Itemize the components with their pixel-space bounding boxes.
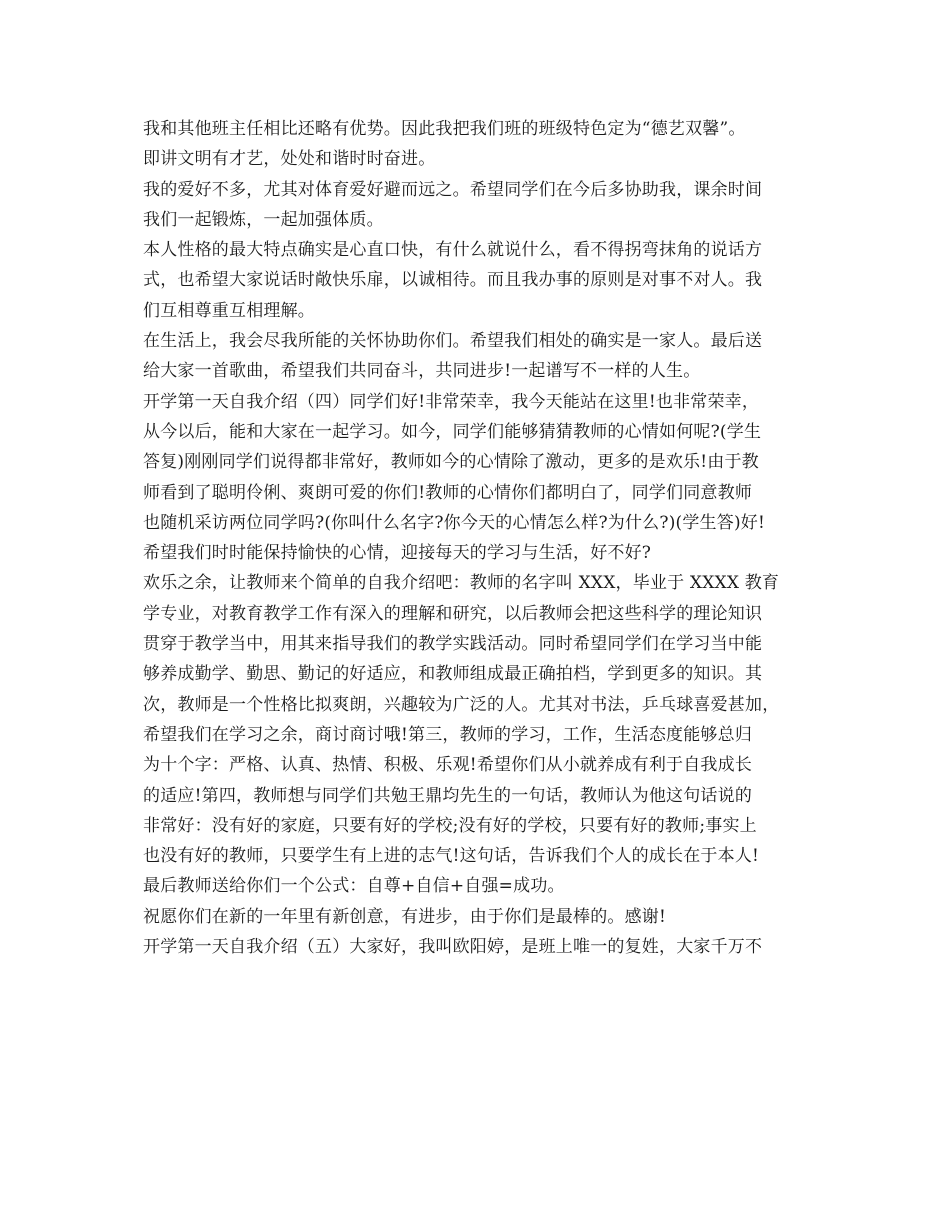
text-line: 式，也希望大家说话时敞快乐扉，以诚相待。而且我办事的原则是对事不对人。我	[143, 270, 763, 291]
text-line: 贯穿于教学当中，用其来指导我们的教学实践活动。同时希望同学们在学习当中能	[143, 634, 763, 655]
text-line: 答复)刚刚同学们说得都非常好，教师如今的心情除了激动，更多的是欢乐!由于教	[143, 452, 759, 473]
text-line: 够养成勤学、勤思、勤记的好适应，和教师组成最正确拍档，学到更多的知识。其	[143, 664, 763, 685]
text-line: 希望我们时时能保持愉快的心情，迎接每天的学习与生活，好不好?	[143, 543, 652, 564]
text-line: 学专业，对教育教学工作有深入的理解和研究，以后教师会把这些科学的理论知识	[143, 603, 763, 624]
text-line: 开学第一天自我介绍（五）大家好，我叫欧阳婷，是班上唯一的复姓，大家千万不	[143, 937, 763, 958]
text-line: 希望我们在学习之余，商讨商讨哦!第三，教师的学习，工作，生活态度能够总归	[143, 724, 753, 745]
text-line: 最后教师送给你们一个公式：自尊+自信+自强=成功。	[143, 876, 565, 897]
text-line: 即讲文明有才艺，处处和谐时时奋进。	[143, 149, 436, 170]
text-line: 次，教师是一个性格比拟爽朗，兴趣较为广泛的人。尤其对书法，乒乓球喜爱甚加，	[143, 694, 780, 715]
text-line: 我的爱好不多，尤其对体育爱好避而远之。希望同学们在今后多协助我，课余时间	[143, 179, 763, 200]
text-line: 欢乐之余，让教师来个简单的自我介绍吧：教师的名字叫 XXX，毕业于 XXXX 教育	[143, 573, 780, 594]
text-line: 非常好：没有好的家庭，只要有好的学校;没有好的学校，只要有好的教师;事实上	[143, 815, 757, 836]
text-line: 的适应!第四，教师想与同学们共勉王鼎均先生的一句话，教师认为他这句话说的	[143, 785, 753, 806]
text-line: 从今以后，能和大家在一起学习。如今，同学们能够猜猜教师的心情如何呢?(学生	[143, 421, 762, 442]
text-line: 我们一起锻炼，一起加强体质。	[143, 209, 384, 230]
text-line: 们互相尊重互相理解。	[143, 300, 315, 321]
document-body	[143, 114, 823, 962]
text-line: 在生活上，我会尽我所能的关怀协助你们。希望我们相处的确实是一家人。最后送	[143, 331, 763, 352]
text-line: 也没有好的教师，只要学生有上进的志气!这句话，告诉我们个人的成长在于本人!	[143, 846, 760, 867]
text-line: 祝愿你们在新的一年里有新创意，有进步，由于你们是最棒的。感谢!	[143, 906, 667, 927]
text-line: 师看到了聪明伶俐、爽朗可爱的你们!教师的心情你们都明白了，同学们同意教师	[143, 482, 753, 503]
text-line: 开学第一天自我介绍（四）同学们好!非常荣幸，我今天能站在这里!也非常荣幸，	[143, 391, 760, 412]
text-line: 给大家一首歌曲，希望我们共同奋斗，共同进步!一起谱写不一样的人生。	[143, 361, 701, 382]
text-line: 为十个字：严格、认真、热情、积极、乐观!希望你们从小就养成有利于自我成长	[143, 755, 753, 776]
text-line: 也随机采访两位同学吗?(你叫什么名字?你今天的心情怎么样?为什么?)(学生答)好!	[143, 512, 766, 533]
text-line: 我和其他班主任相比还略有优势。因此我把我们班的班级特色定为“德艺双馨”。	[143, 119, 746, 139]
text-line: 本人性格的最大特点确实是心直口快，有什么就说什么，看不得拐弯抹角的说话方	[143, 240, 763, 261]
